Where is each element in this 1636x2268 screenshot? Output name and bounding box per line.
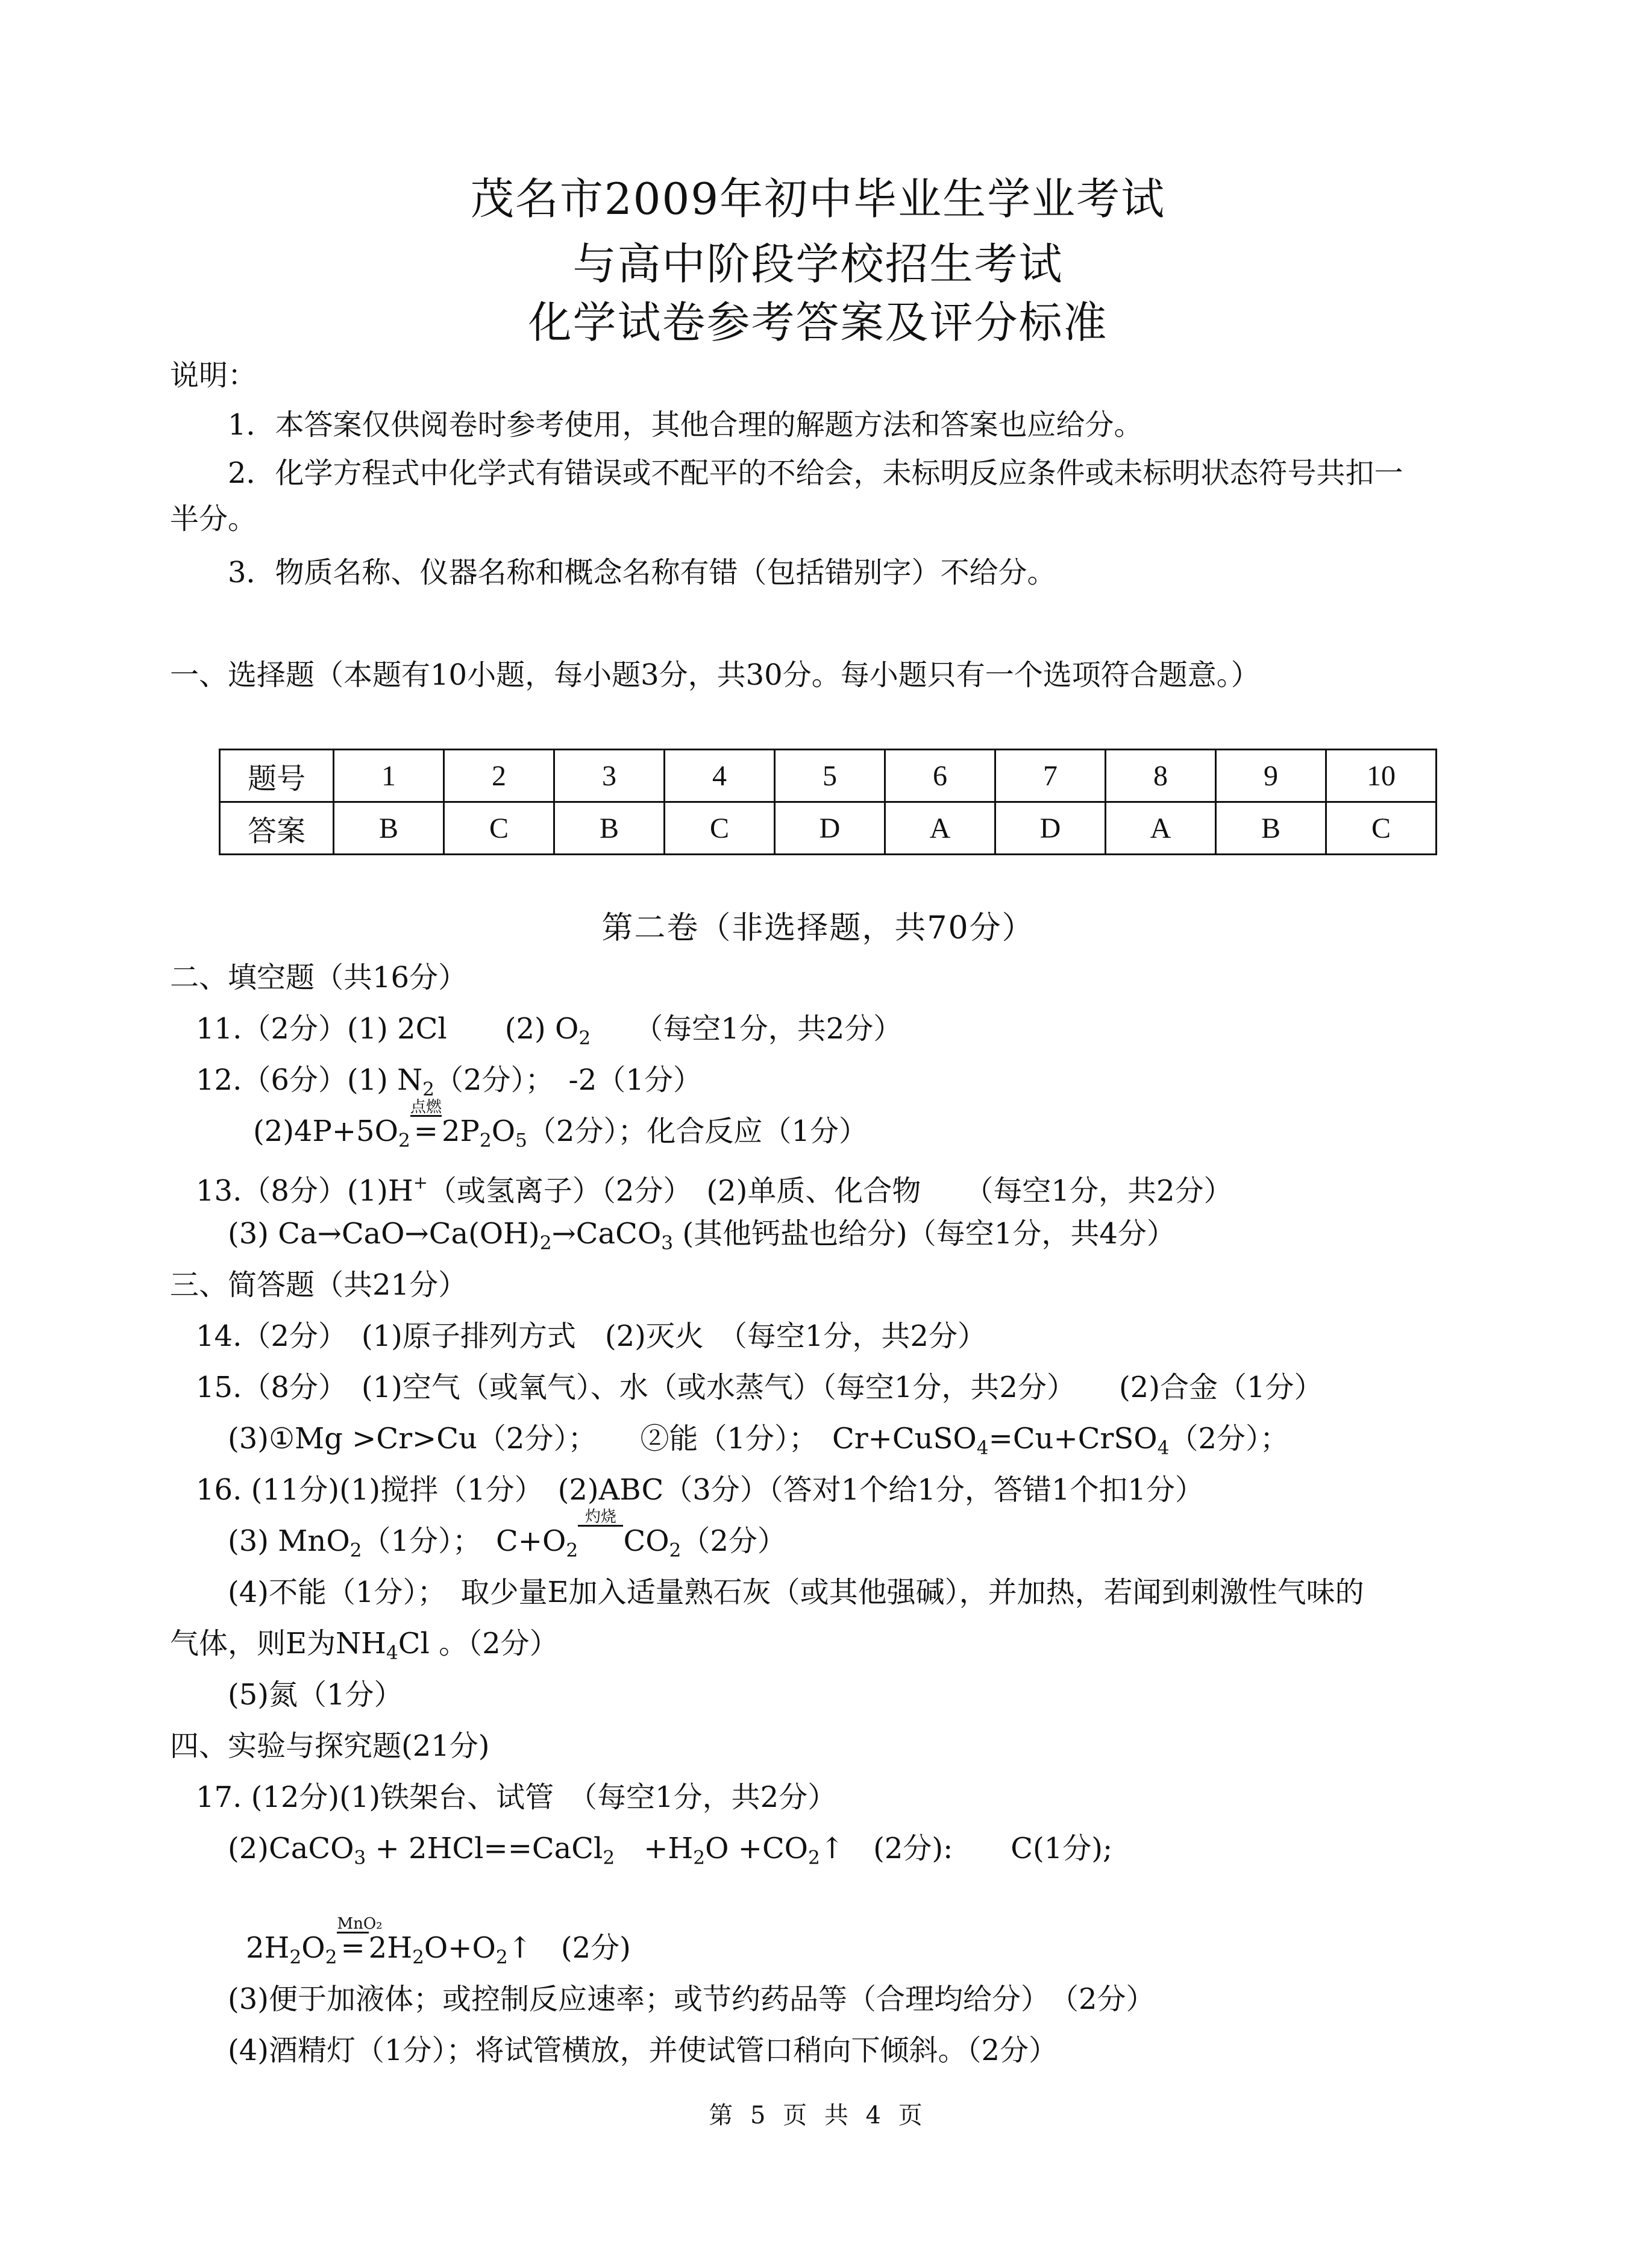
note-2: 2．化学方程式中化学式有错误或不配平的不给会，未标明反应条件或未标明状态符号共扣一 (228, 456, 1403, 490)
answer-cell: A (1106, 802, 1216, 855)
answer-q17-part2: (2)CaCO$_3$ + 2HCl==CaCl$_2$ $+H_2O$ $+CO_2↑$ (2分): C(1分); (228, 1832, 1113, 1869)
answer-q16-part2: (3) MnO$_2$（1分）； $C+O_2$ 灼烧 $CO_2(2$分） (228, 1508, 786, 1562)
question-number: 4 (665, 750, 775, 802)
answer-cell: B (1216, 802, 1326, 855)
answer-cell: A (885, 802, 995, 855)
question-number: 7 (995, 750, 1106, 802)
answer-q13-part1: 13.（8分）(1)H+（或氢离子）（2分） (2)单质、化合物 （每空1分，共2分） (196, 1172, 1233, 1208)
row-header-number: 题号 (220, 750, 334, 802)
answer-cell: D (995, 802, 1106, 855)
answer-q15-part2: (3)①Mg >Cr>Cu（2分）； ②能（1分）； Cr+CuSO$_4$=Cu+CrSO$_4$（2分）； (228, 1422, 1289, 1459)
question-number: 6 (885, 750, 995, 802)
answer-q16-part1: 16. (11分)(1)搅拌（1分） (2)ABC（3分）（答对1个给1分，答错1个扣1分） (196, 1473, 1204, 1507)
section-1-heading: 一、选择题（本题有10小题，每小题3分，共30分。每小题只有一个选项符合题意。） (170, 658, 1260, 692)
answer-q16-part3: (4)不能（1分）； 取少量E加入适量熟石灰（或其他强碱），并加热，若闻到刺激性气味的 (228, 1575, 1364, 1609)
answer-q14: 14.（2分） (1)原子排列方式 (2)灭火 （每空1分，共2分） (196, 1319, 986, 1353)
part-2-title: 第二卷（非选择题，共70分） (601, 910, 1035, 946)
title-line-3: 化学试卷参考答案及评分标准 (528, 297, 1108, 348)
page-footer: 第 5 页 共 4 页 (709, 2102, 927, 2129)
title-line-2: 与高中阶段学校招生考试 (572, 239, 1064, 289)
section-2-heading: 二、填空题（共16分） (170, 961, 468, 994)
section-4-heading: 四、实验与探究题(21分) (170, 1729, 490, 1763)
note-1: 1．本答案仅供阅卷时参考使用，其他合理的解题方法和答案也应给分。 (228, 408, 1143, 442)
table-row (220, 750, 1437, 802)
note-3: 3．物质名称、仪器名称和概念名称有错（包括错别字）不给分。 (228, 556, 1056, 589)
question-number: 9 (1216, 750, 1326, 802)
answer-q15-part1: 15.（8分） (1)空气（或氧气）、水（或水蒸气）（每空1分，共2分） (2)合金（1分） (196, 1371, 1323, 1404)
answer-q17-equation: $2H_2O_2$ MnO₂ = $2H_2O+O_2↑$ (2分) (246, 1915, 631, 1968)
answer-cell: D (775, 802, 885, 855)
answer-cell: C (444, 802, 554, 855)
reaction-condition: MnO₂ = (337, 1915, 383, 1965)
reaction-condition: 点燃 = (410, 1098, 442, 1148)
section-3-heading: 三、简答题（共21分） (170, 1268, 468, 1302)
answer-cell: B (334, 802, 444, 855)
answer-table (219, 749, 1437, 855)
row-header-answer: 答案 (220, 802, 334, 855)
question-number: 1 (334, 750, 444, 802)
answer-q17-part4: (4)酒精灯（1分）；将试管横放，并使试管口稍向下倾斜。（2分） (228, 2034, 1058, 2067)
notes-label: 说明： (170, 359, 257, 392)
answer-cell: B (554, 802, 665, 855)
question-number: 2 (444, 750, 554, 802)
answer-q16-part3-continued: 气体，则E为$NH_4Cl$ 。（2分） (170, 1627, 559, 1664)
question-number: 5 (775, 750, 885, 802)
answer-cell: C (1326, 802, 1437, 855)
reaction-condition: 灼烧 (578, 1520, 623, 1562)
answer-q11: 11.（2分）(1) 2Cl (2) $O_2$ （每空1分，共2分） (196, 1012, 903, 1049)
table-row (220, 802, 1437, 855)
title-line-1: 茂名市2009年初中毕业生学业考试 (470, 174, 1166, 224)
question-number: 10 (1326, 750, 1437, 802)
answer-q13-part2: (3) $Ca\to CaO\to Ca(OH)_2\to CaCO_3$ (其他钙盐也给分)（每空1分，共4分） (228, 1217, 1176, 1254)
question-number: 3 (554, 750, 665, 802)
note-2-continued: 半分。 (170, 502, 257, 536)
answer-q17-part1: 17. (12分)(1)铁架台、试管 （每空1分，共2分） (196, 1780, 837, 1814)
answer-q17-part3: (3)便于加液体；或控制反应速率；或节约药品等（合理均给分） （2分） (228, 1982, 1155, 2016)
answer-q16-part4: (5)氮（1分） (228, 1678, 403, 1712)
answer-q12-part2: $(2)4P+5O_2$ 点燃 = $2P_2O_5(2$分）；化合反应（1分） (253, 1098, 868, 1152)
answer-q12-part1: 12.（6分）(1) $N_2(2$分）； -2（1分） (196, 1063, 702, 1101)
question-number: 8 (1106, 750, 1216, 802)
answer-cell: C (665, 802, 775, 855)
